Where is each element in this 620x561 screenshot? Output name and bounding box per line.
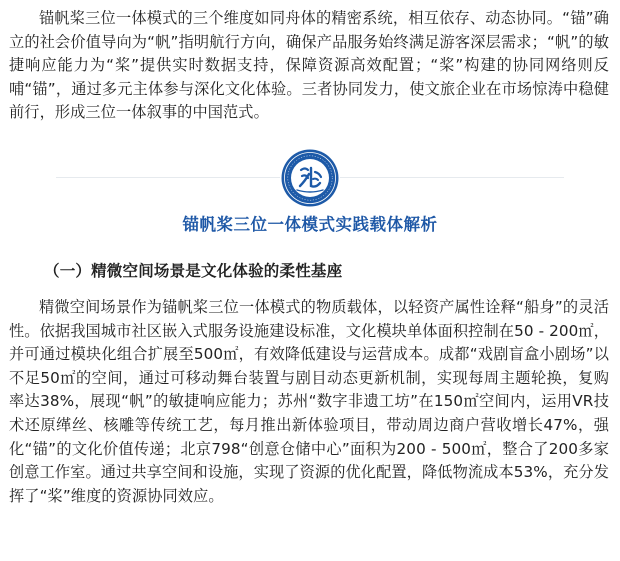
section-emblem-row (0, 148, 620, 208)
divider-left (56, 177, 280, 178)
divider-right (340, 177, 564, 178)
intro-paragraph: 锚帆桨三位一体模式的三个维度如同舟体的精密系统，相互依存、动态协同。“锚”确立的社会价值导向为“帆”指明航行方向，确保产品服务始终满足游客深层需求；“帆”的敏捷响应能力为“桨”提供实时数据支持，保障资源高效配置；“桨”构建的协同网络则反哺“锚”，通过多元主体参与深化文化体验。三者协同发力，使文旅企业在市场惊涛中稳健前行，形成三位一体叙事的中国范式。 (9, 9, 609, 122)
subsection-heading: （一）精微空间场景是文化体验的柔性基座 (44, 262, 343, 280)
section-title: 锚帆桨三位一体模式实践载体解析 (182, 215, 438, 234)
institution-seal-emblem-icon (280, 148, 340, 208)
body-paragraph: 精微空间场景作为锚帆桨三位一体模式的物质载体，以轻资产属性诠释“船身”的灵活性。依据我国城市社区嵌入式服务设施建设标准，文化模块单体面积控制在50 - 200㎡，并可通过模块化组合扩展至500㎡，有效降低建设与运营成本。成都“戏剧盲盒小剧场”以不足50㎡的空间，通过可移动舞台装置与剧目动态更新机制，实现每周主题轮换，复购率达38%，展现“帆”的敏捷响应能力；苏州“数字非遗工坊”在150㎡空间内，运用VR技术还原缂丝、核雕等传统工艺，每月推出新体验项目，带动周边商户营收增长47%，强化“锚”的文化价值传递；北京798“创意仓储中心”面积为200 - 500㎡，整合了200多家创意工作室。通过共享空间和设施，实现了资源的优化配置，降低物流成本53%，充分发挥了“桨”维度的资源协同效应。 (9, 298, 609, 505)
